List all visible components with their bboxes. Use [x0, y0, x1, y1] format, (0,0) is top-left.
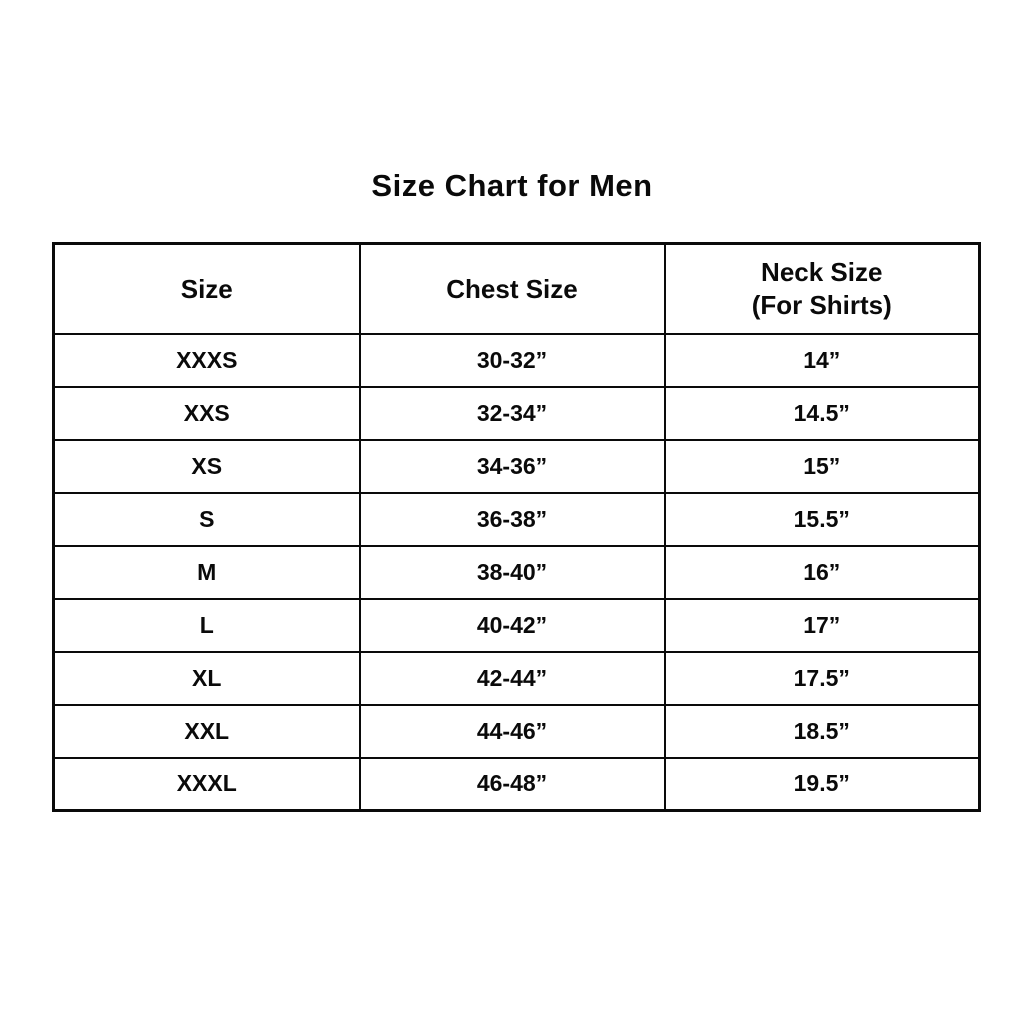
chest-cell: 34-36” — [360, 440, 665, 493]
page-title: Size Chart for Men — [371, 168, 653, 203]
size-cell: XXL — [54, 705, 360, 758]
neck-cell: 14” — [665, 334, 980, 387]
table-row — [54, 652, 980, 705]
neck-cell: 14.5” — [665, 387, 980, 440]
chest-cell: 32-34” — [360, 387, 665, 440]
size-chart-table — [52, 242, 981, 812]
neck-size-header-line2: (For Shirts) — [751, 289, 892, 320]
chest-cell: 38-40” — [360, 546, 665, 599]
neck-cell: 17” — [665, 599, 980, 652]
neck-cell: 15” — [665, 440, 980, 493]
table-row — [54, 546, 980, 599]
size-cell: M — [54, 546, 360, 599]
table-row — [54, 599, 980, 652]
column-header-chest-size: Chest Size — [360, 244, 665, 334]
neck-cell: 15.5” — [665, 493, 980, 546]
table-row — [54, 758, 980, 811]
size-cell: XXS — [54, 387, 360, 440]
size-cell: XL — [54, 652, 360, 705]
chest-cell: 36-38” — [360, 493, 665, 546]
size-cell: XS — [54, 440, 360, 493]
neck-size-header-line1: Neck Size — [761, 257, 883, 288]
chest-cell: 44-46” — [360, 705, 665, 758]
chest-cell: 30-32” — [360, 334, 665, 387]
table-header-row — [54, 244, 980, 334]
table-row — [54, 387, 980, 440]
neck-cell: 16” — [665, 546, 980, 599]
neck-cell: 17.5” — [665, 652, 980, 705]
neck-cell: 19.5” — [665, 758, 980, 811]
neck-cell: 18.5” — [665, 705, 980, 758]
chest-cell: 42-44” — [360, 652, 665, 705]
chest-cell: 40-42” — [360, 599, 665, 652]
table-row — [54, 493, 980, 546]
size-cell: S — [54, 493, 360, 546]
table-row — [54, 440, 980, 493]
column-header-neck-size — [665, 244, 980, 334]
chest-cell: 46-48” — [360, 758, 665, 811]
size-cell: XXXL — [54, 758, 360, 811]
size-cell: XXXS — [54, 334, 360, 387]
column-header-size: Size — [54, 244, 360, 334]
table-row — [54, 705, 980, 758]
size-cell: L — [54, 599, 360, 652]
table-row — [54, 334, 980, 387]
